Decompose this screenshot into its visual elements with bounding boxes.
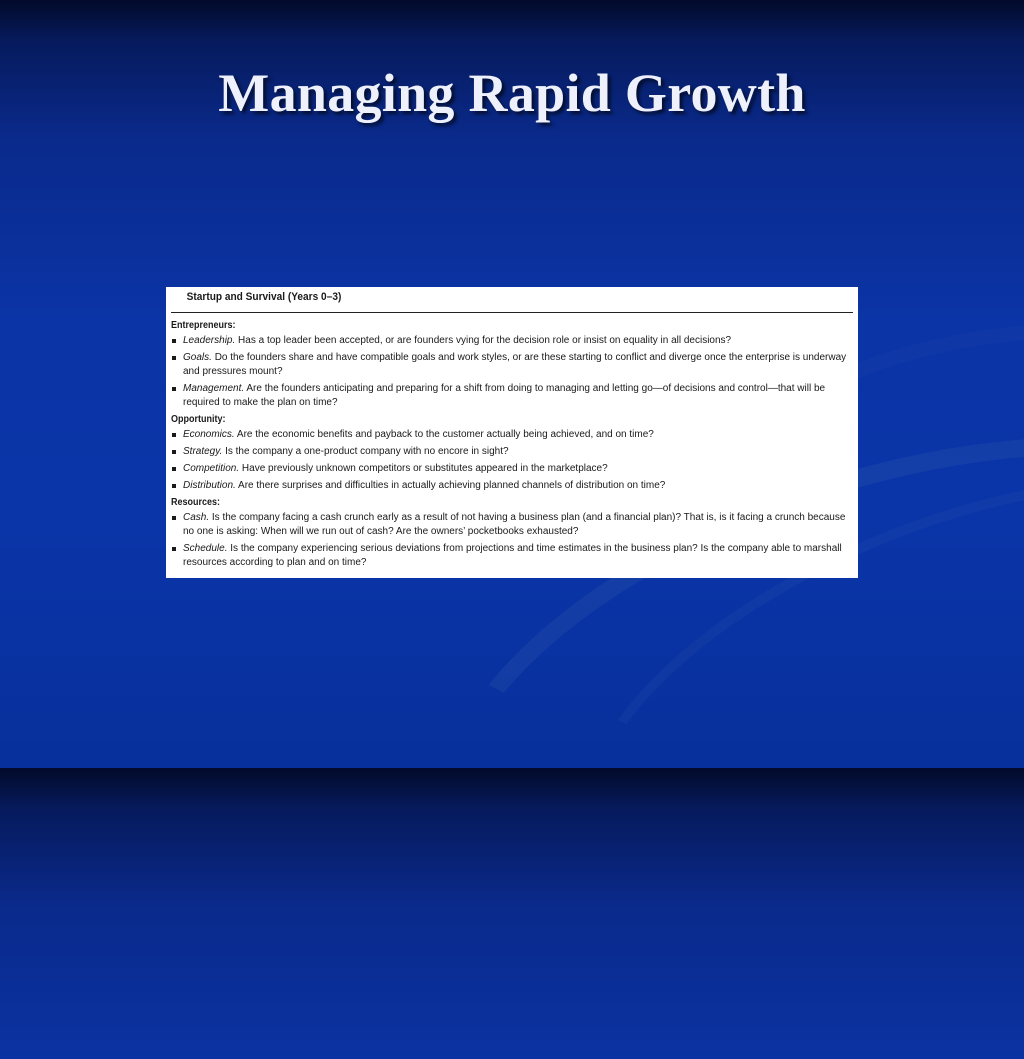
item-text: Are there surprises and difficulties in actually achieving planned channels of distribution on time? [238,480,666,491]
list-item [171,462,853,476]
square-bullet-icon [172,467,176,471]
list-item [171,445,853,459]
section-label-resources: Resources: [171,497,221,508]
item-term: Management. [183,383,245,394]
square-bullet-icon [172,450,176,454]
startup-survival-table [166,287,858,578]
square-bullet-icon [172,339,176,343]
section-label-opportunity: Opportunity: [171,414,226,425]
item-term: Economics. [183,429,235,440]
table-divider [171,312,853,313]
square-bullet-icon [172,516,176,520]
item-text: Is the company facing a cash crunch early as a result of not having a business plan (and a financial plan)? That is, is it facing a crunch because no one is asking: When will we run out of cash? Are the owners’ pocketbooks exhausted? [183,512,846,537]
item-text: Do the founders share and have compatible goals and work styles, or are these starting to conflict and diverge once the enterprise is underway and pressures mount? [183,352,847,377]
item-term: Cash. [183,512,210,523]
list-item [171,428,853,442]
item-term: Competition. [183,463,240,474]
item-text: Have previously unknown competitors or substitutes appeared in the marketplace? [241,463,608,474]
item-term: Distribution. [183,480,236,491]
slide-title: Managing Rapid Growth [218,63,806,123]
item-text: Are the founders anticipating and preparing for a shift from doing to managing and letting go—of decisions and control—that will be required to make the plan on time? [183,383,826,408]
square-bullet-icon [172,484,176,488]
item-text: Are the economic benefits and payback to the customer actually being achieved, and on time? [236,429,654,440]
list-item [171,351,853,379]
table-heading: Startup and Survival (Years 0–3) [186,291,342,303]
list-item [171,511,853,539]
item-term: Strategy. [183,446,223,457]
square-bullet-icon [172,387,176,391]
section-label-entrepreneurs: Entrepreneurs: [171,320,236,331]
square-bullet-icon [172,433,176,437]
list-item [171,334,853,348]
square-bullet-icon [172,547,176,551]
item-term: Leadership. [183,335,236,346]
list-item [171,542,853,570]
list-item [171,479,853,493]
list-item [171,382,853,410]
item-term: Goals. [183,352,212,363]
item-text: Is the company a one-product company with no encore in sight? [225,446,509,457]
square-bullet-icon [172,356,176,360]
item-text: Is the company experiencing serious deviations from projections and time estimates in the business plan? Is the company able to marshall resources according to plan and on time? [183,543,842,568]
item-text: Has a top leader been accepted, or are founders vying for the decision role or insist on equality in all decisions? [238,335,732,346]
item-term: Schedule. [183,543,228,554]
